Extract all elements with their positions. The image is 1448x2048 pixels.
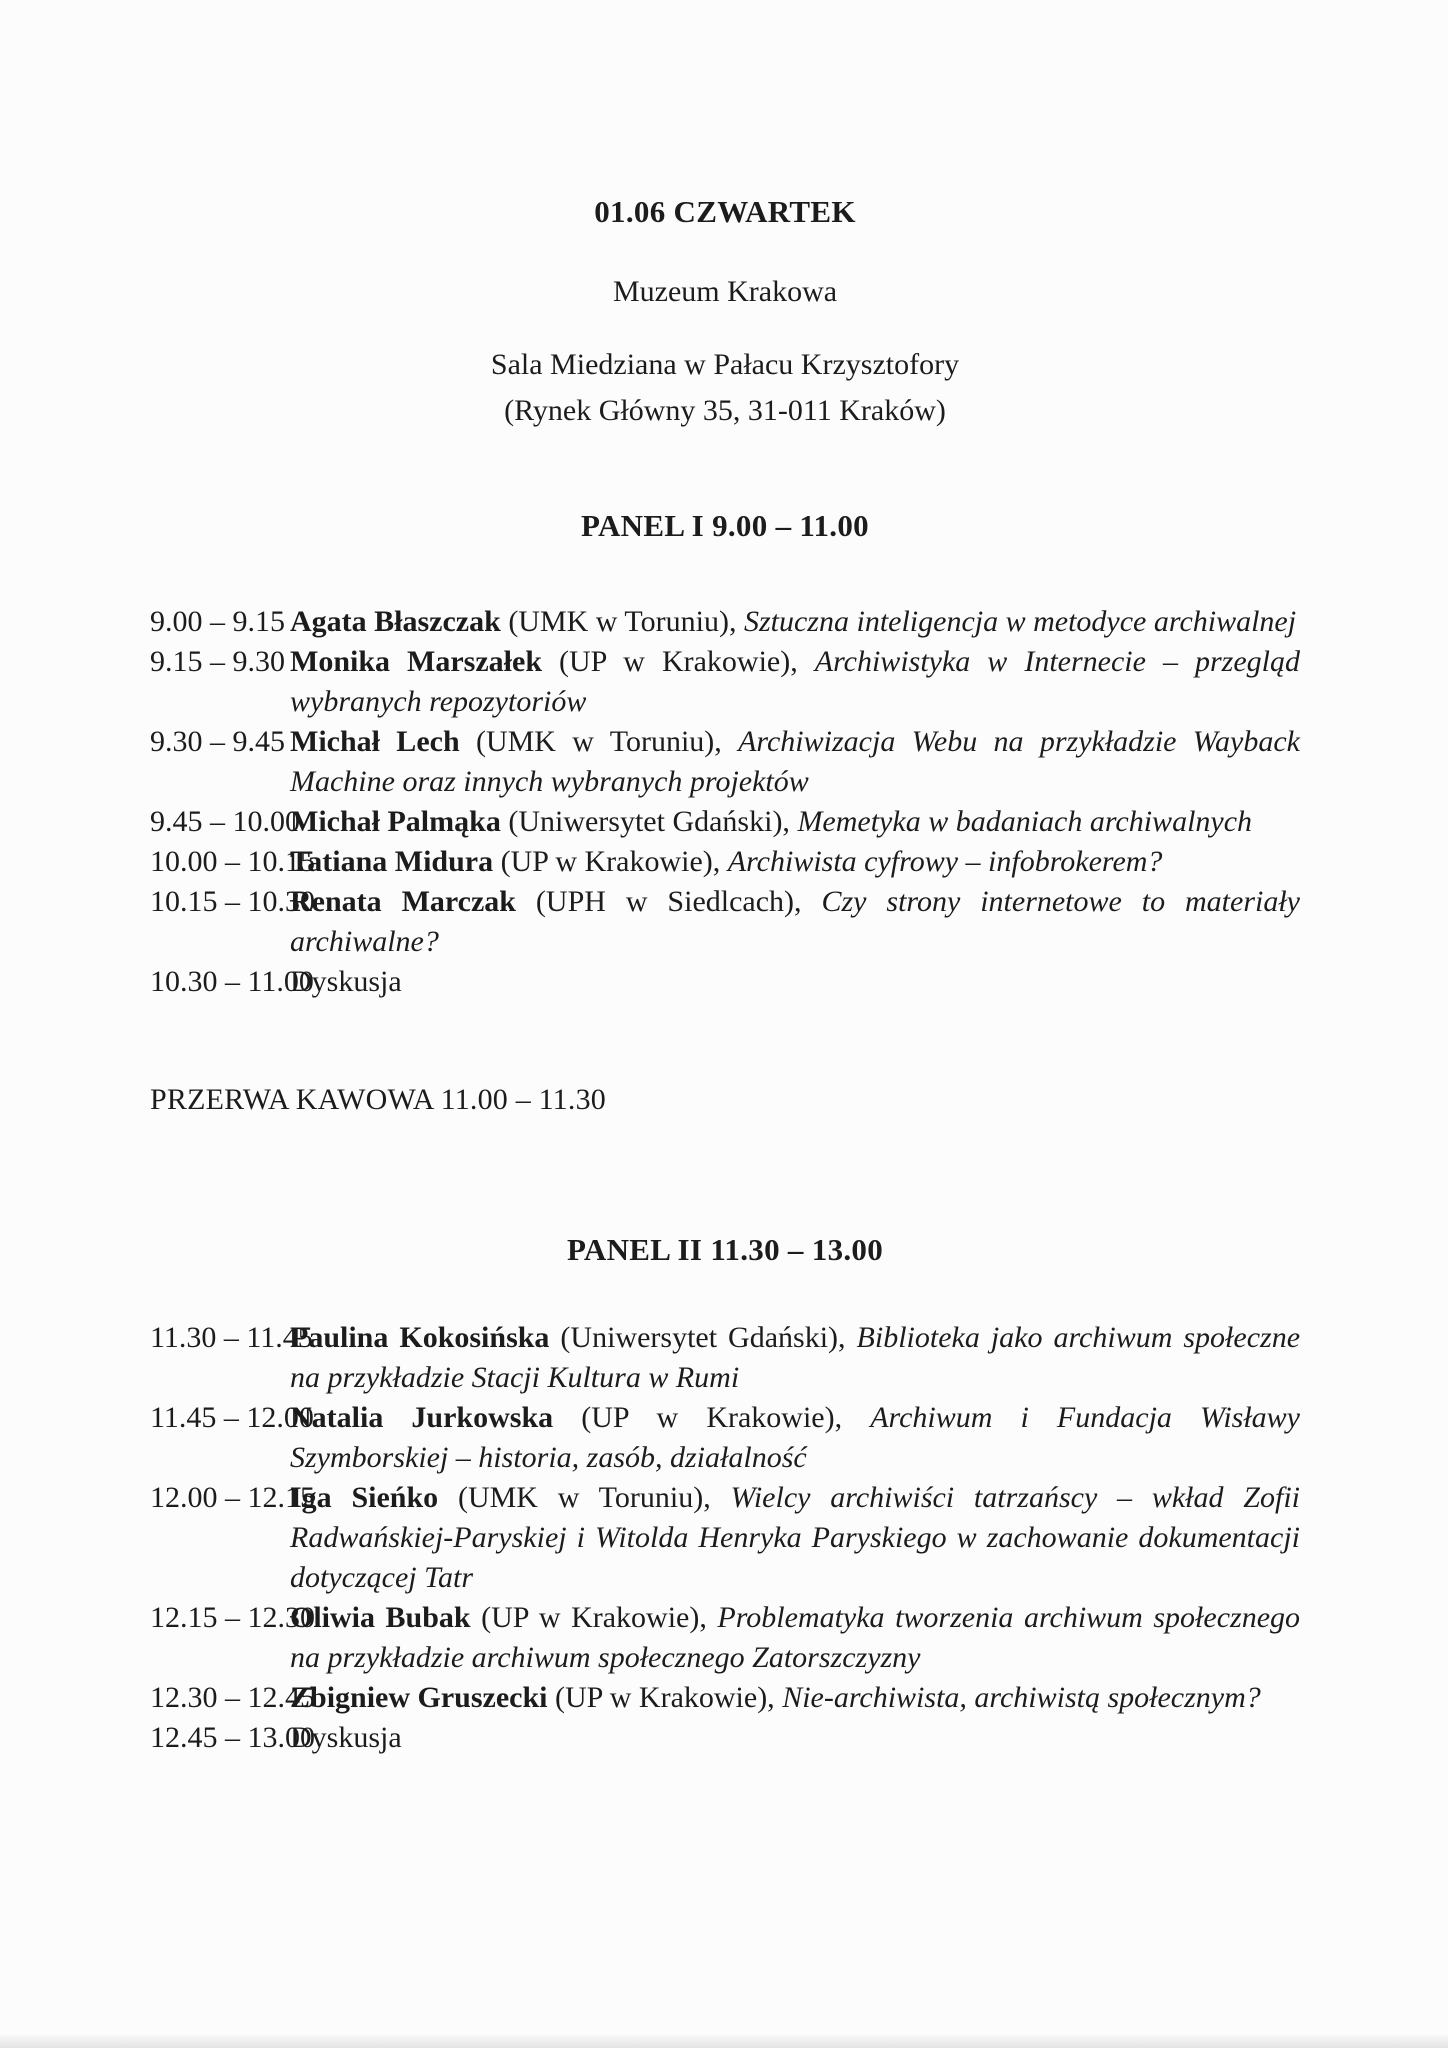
speaker-name: Paulina Kokosińska bbox=[290, 1321, 550, 1354]
hall-name: Sala Miedziana w Pałacu Krzysztofory bbox=[490, 348, 960, 381]
session-row bbox=[150, 722, 1300, 802]
session-time: 11.45 – 12.00 bbox=[150, 1401, 314, 1434]
session-description bbox=[290, 722, 1300, 802]
speaker-affiliation: (UMK w Toruniu), bbox=[500, 605, 744, 638]
speaker-affiliation: (UP w Krakowie), bbox=[547, 1681, 783, 1714]
speaker-affiliation: (UP w Krakowie), bbox=[553, 1401, 871, 1434]
speaker-name: Michał Palmąka bbox=[290, 805, 501, 838]
speaker-name: Oliwia Bubak bbox=[290, 1601, 471, 1634]
session-time: 9.00 – 9.15 bbox=[150, 605, 285, 638]
session-time: 12.15 – 12.30 bbox=[150, 1601, 315, 1634]
session-description bbox=[290, 1678, 1300, 1718]
session-description bbox=[290, 1478, 1300, 1598]
venue-address: (Rynek Główny 35, 31-011 Kraków) bbox=[504, 394, 946, 427]
speaker-affiliation: (UP w Krakowie), bbox=[470, 1601, 718, 1634]
speaker-affiliation: (UMK w Toruniu), bbox=[459, 725, 739, 758]
session-description bbox=[290, 1398, 1300, 1478]
session-time: 10.30 – 11.00 bbox=[150, 965, 314, 998]
session-time: 12.00 – 12.15 bbox=[150, 1481, 315, 1514]
session-row bbox=[150, 1318, 1300, 1398]
speaker-affiliation: (Uniwersytet Gdański), bbox=[500, 805, 798, 838]
talk-title: Biblioteka jako archiwum społeczne na przykładzie Stacji Kultura w Rumi bbox=[290, 1321, 1301, 1394]
session-row bbox=[150, 602, 1300, 642]
session-row bbox=[150, 1478, 1300, 1598]
panel1-schedule bbox=[150, 602, 1300, 1002]
date-heading: 01.06 CZWARTEK bbox=[594, 194, 856, 229]
speaker-name: Zbigniew Gruszecki bbox=[290, 1681, 548, 1714]
speaker-name: Tatiana Midura bbox=[290, 845, 494, 878]
talk-title: Sztuczna inteligencja w metodyce archiwalnej bbox=[743, 605, 1297, 638]
session-row bbox=[150, 1678, 1300, 1718]
document-page bbox=[150, 0, 1300, 1758]
talk-title: Nie-archiwista, archiwistą społecznym? bbox=[782, 1681, 1261, 1714]
speaker-name: Agata Błaszczak bbox=[290, 605, 501, 638]
session-time: 10.15 – 10.30 bbox=[150, 885, 315, 918]
speaker-affiliation: (Uniwersytet Gdański), bbox=[549, 1321, 857, 1354]
speaker-name: Renata Marczak bbox=[290, 885, 516, 918]
discussion-label: Dyskusja bbox=[290, 1721, 402, 1754]
session-time: 9.15 – 9.30 bbox=[150, 645, 285, 678]
speaker-name: Natalia Jurkowska bbox=[290, 1401, 554, 1434]
speaker-affiliation: (UP w Krakowie), bbox=[493, 845, 728, 878]
session-description bbox=[290, 882, 1300, 962]
speaker-affiliation: (UPH w Siedlcach), bbox=[515, 885, 822, 918]
session-row bbox=[150, 1718, 1300, 1758]
session-row bbox=[150, 1598, 1300, 1678]
session-time: 9.30 – 9.45 bbox=[150, 725, 285, 758]
discussion-label: Dyskusja bbox=[290, 965, 402, 998]
session-row bbox=[150, 642, 1300, 722]
talk-title: Archiwum i Fundacja Wisławy Szymborskiej – historia, zasób, działalność bbox=[290, 1401, 1300, 1474]
session-time: 9.45 – 10.00 bbox=[150, 805, 300, 838]
session-time: 12.45 – 13.00 bbox=[150, 1721, 315, 1754]
session-time: 10.00 – 10.15 bbox=[150, 845, 315, 878]
talk-title: Wielcy archiwiści tatrzańscy – wkład Zofii Radwańskiej-Paryskiej i Witolda Henryka Paryskiego w zachowanie dokumentacji dotyczącej Tatr bbox=[290, 1481, 1300, 1594]
session-description bbox=[290, 962, 1300, 1002]
talk-title: Czy strony internetowe to materiały archiwalne? bbox=[290, 885, 1300, 958]
session-row bbox=[150, 882, 1300, 962]
session-row bbox=[150, 802, 1300, 842]
session-time: 11.30 – 11.45 bbox=[150, 1321, 313, 1354]
talk-title: Archiwizacja Webu na przykładzie Wayback Machine oraz innych wybranych projektów bbox=[290, 725, 1300, 798]
session-description bbox=[290, 1718, 1300, 1758]
scan-edge-artifact bbox=[0, 2035, 1448, 2048]
session-description bbox=[290, 602, 1300, 642]
session-description bbox=[290, 1598, 1300, 1678]
panel2-heading: PANEL II 11.30 – 13.00 bbox=[566, 1232, 884, 1267]
session-description bbox=[290, 642, 1300, 722]
session-row bbox=[150, 842, 1300, 882]
session-time: 12.30 – 12.45 bbox=[150, 1681, 315, 1714]
talk-title: Memetyka w badaniach archiwalnych bbox=[797, 805, 1253, 838]
session-row bbox=[150, 1398, 1300, 1478]
talk-title: Archiwistyka w Internecie – przegląd wybranych repozytoriów bbox=[290, 645, 1300, 718]
speaker-affiliation: (UP w Krakowie), bbox=[542, 645, 815, 678]
speaker-name: Michał Lech bbox=[290, 725, 460, 758]
speaker-affiliation: (UMK w Toruniu), bbox=[438, 1481, 731, 1514]
venue-details bbox=[150, 342, 1300, 434]
session-description bbox=[290, 1318, 1300, 1398]
coffee-break-label: PRZERWA KAWOWA 11.00 – 11.30 bbox=[150, 1083, 606, 1116]
speaker-name: Iga Sieńko bbox=[290, 1481, 439, 1514]
talk-title: Archiwista cyfrowy – infobrokerem? bbox=[727, 845, 1163, 878]
talk-title: Problematyka tworzenia archiwum społecznego na przykładzie archiwum społecznego Zatorszczyzny bbox=[290, 1601, 1301, 1674]
speaker-name: Monika Marszałek bbox=[290, 645, 542, 678]
session-row bbox=[150, 962, 1300, 1002]
panel2-schedule bbox=[150, 1318, 1300, 1758]
venue-name: Muzeum Krakowa bbox=[612, 275, 838, 308]
session-description bbox=[290, 802, 1300, 842]
session-description bbox=[290, 842, 1300, 882]
panel1-heading: PANEL I 9.00 – 11.00 bbox=[581, 508, 869, 543]
